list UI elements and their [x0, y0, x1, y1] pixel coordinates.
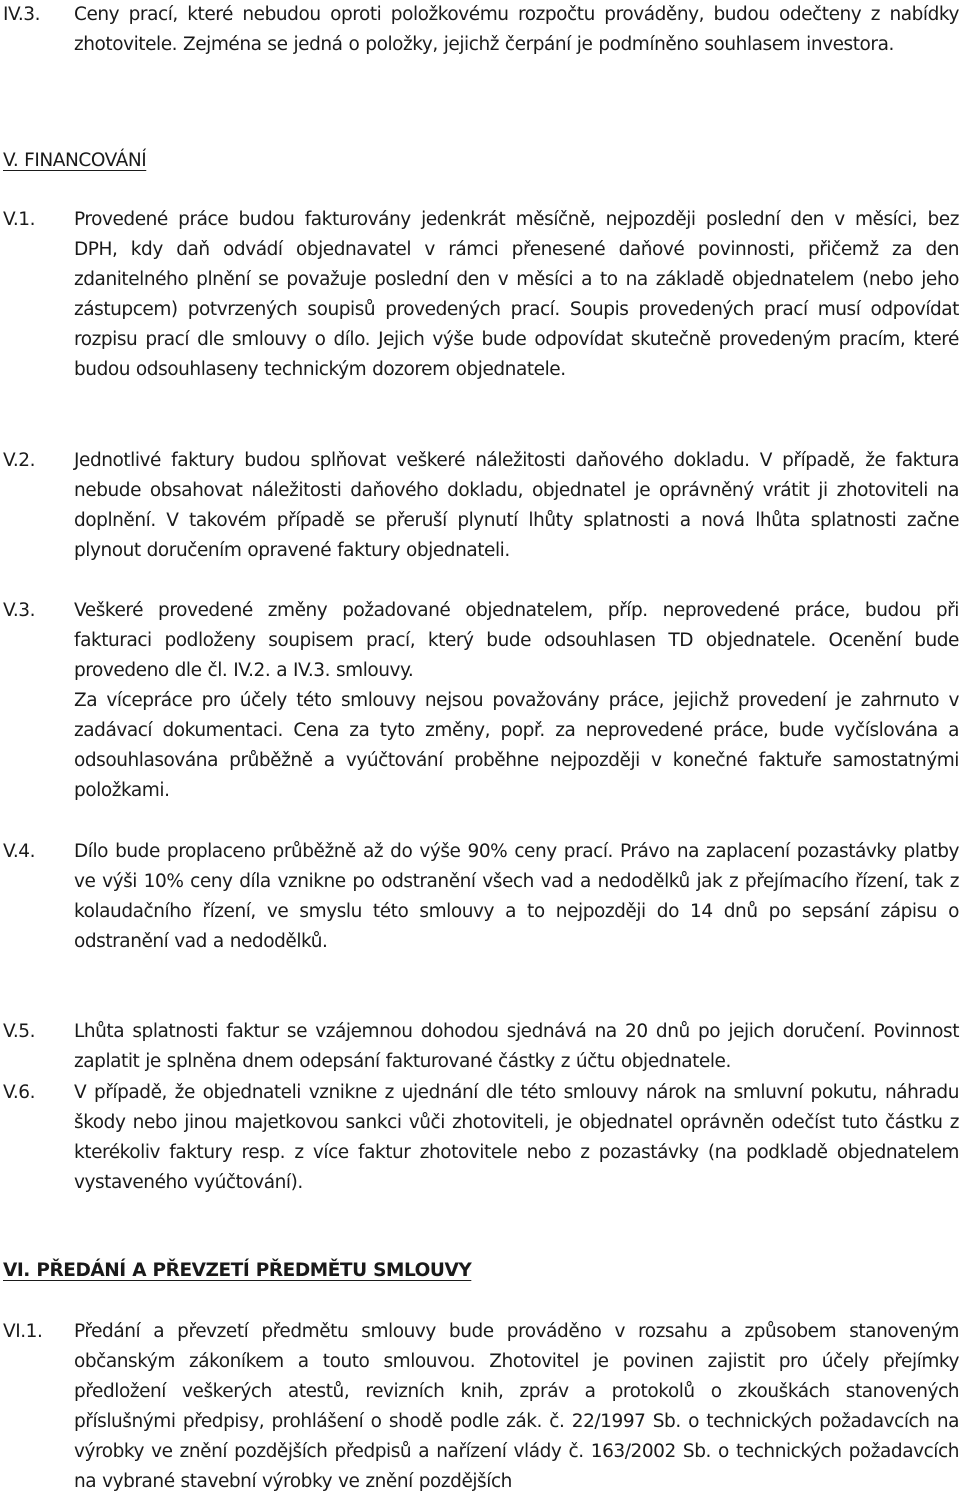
clause-paragraph: Provedené práce budou fakturovány jedenkrát měsíčně, nejpozději poslední den v měsíci, bez DPH, kdy daň odvádí objednavatel v rámci přenesené daňové povinnosti, přičemž za den zdanitelného plnění se považuje poslední den v měsíci a to na základě objednatelem (nebo jeho zástupcem) potvrzených soupisů provedených prací. Soupis provedených prací musí odpovídat rozpisu prací dle smlouvy o dílo. Jejich výše bude odpovídat skutečně provedeným pracím, které budou odsouhlaseny technickým dozorem objednatele.	[74, 209, 959, 380]
clause-paragraph: V případě, že objednateli vznikne z ujednání dle této smlouvy nárok na smluvní pokutu, náhradu škody nebo jinou majetkovou sankci vůči zhotoviteli, je objednatel oprávněn odečíst tuto částku z kterékoliv faktury resp. z více faktur zhotovitele nebo z pozastávky (na podkladě objednatelem vystaveného vyúčtování).	[74, 1082, 959, 1193]
clause-number: V.6.	[3, 1082, 36, 1103]
clause-paragraph: Předání a převzetí předmětu smlouvy bude prováděno v rozsahu a způsobem stanoveným občanským zákoníkem a touto smlouvou. Zhotovitel je povinen zajistit pro účely přejímky předložení veškerých atestů, revizních knih, zpráv a protokolů o zkouškách stanovených příslušnými předpisy, prohlášení o shodě podle zák. č. 22/1997 Sb. o technických požadavcích na výrobky ve znění pozdějších předpisů a nařízení vlády č. 163/2002 Sb. o technických požadavcích na vybrané stavební výrobky ve znění pozdějších	[74, 1321, 959, 1492]
clause-number: V.5.	[3, 1021, 36, 1042]
clause-text	[74, 205, 959, 385]
clause-number: V.4.	[3, 841, 36, 862]
clause-paragraph: Dílo bude proplaceno průběžně až do výše 90% ceny prací. Právo na zaplacení pozastávky platby ve výši 10% ceny díla vznikne po odstranění všech vad a nedodělků jak z přejímacího řízení, tak z kolaudačního řízení, ve smyslu této smlouvy a to nejpozději do 14 dnů po sepsání zápisu o odstranění vad a nedodělků.	[74, 841, 959, 952]
clause-number: IV.3.	[3, 4, 41, 25]
section-heading-predani: VI. PŘEDÁNÍ A PŘEVZETÍ PŘEDMĚTU SMLOUVY	[3, 1260, 472, 1281]
clause-text	[74, 596, 959, 806]
clause-text	[74, 446, 959, 566]
clause-text	[74, 837, 959, 957]
clause-text	[74, 1017, 959, 1077]
clause-paragraph: Ceny prací, které nebudou oproti položkovému rozpočtu prováděny, budou odečteny z nabídky zhotovitele. Zejména se jedná o položky, jejichž čerpání je podmíněno souhlasem investora.	[74, 4, 959, 55]
section-heading-financovani: V. FINANCOVÁNÍ	[3, 150, 147, 171]
clause-text	[74, 1317, 959, 1497]
clause-text	[74, 1078, 959, 1198]
clause-number: V.3.	[3, 600, 36, 621]
clause-number: V.2.	[3, 450, 36, 471]
clause-number: V.1.	[3, 209, 36, 230]
clause-paragraph-2: Za vícepráce pro účely této smlouvy nejsou považovány práce, jejichž provedení je zahrnuto v zadávací dokumentaci. Cena za tyto změny, popř. za neprovedené práce, bude vyčíslována a odsouhlasována průběžně a vyúčtování proběhne nejpozději v konečné faktuře samostatnými položkami.	[74, 690, 959, 801]
clause-text	[74, 0, 959, 60]
clause-number: VI.1.	[3, 1321, 43, 1342]
clause-paragraph: Veškeré provedené změny požadované objednatelem, příp. neprovedené práce, budou při fakturaci podloženy soupisem prací, který bude odsouhlasen TD objednatele. Ocenění bude provedeno dle čl. IV.2. a IV.3. smlouvy.	[74, 600, 959, 681]
clause-paragraph: Lhůta splatnosti faktur se vzájemnou dohodou sjednává na 20 dnů po jejich doručení. Povinnost zaplatit je splněna dnem odepsání fakturované částky z účtu objednatele.	[74, 1021, 959, 1072]
clause-paragraph: Jednotlivé faktury budou splňovat veškeré náležitosti daňového dokladu. V případě, že faktura nebude obsahovat náležitosti daňového dokladu, objednatel je oprávněný vrátit ji zhotoviteli na doplnění. V takovém případě se přeruší plynutí lhůty splatnosti a nová lhůta splatnosti začne plynout doručením opravené faktury objednateli.	[74, 450, 959, 561]
